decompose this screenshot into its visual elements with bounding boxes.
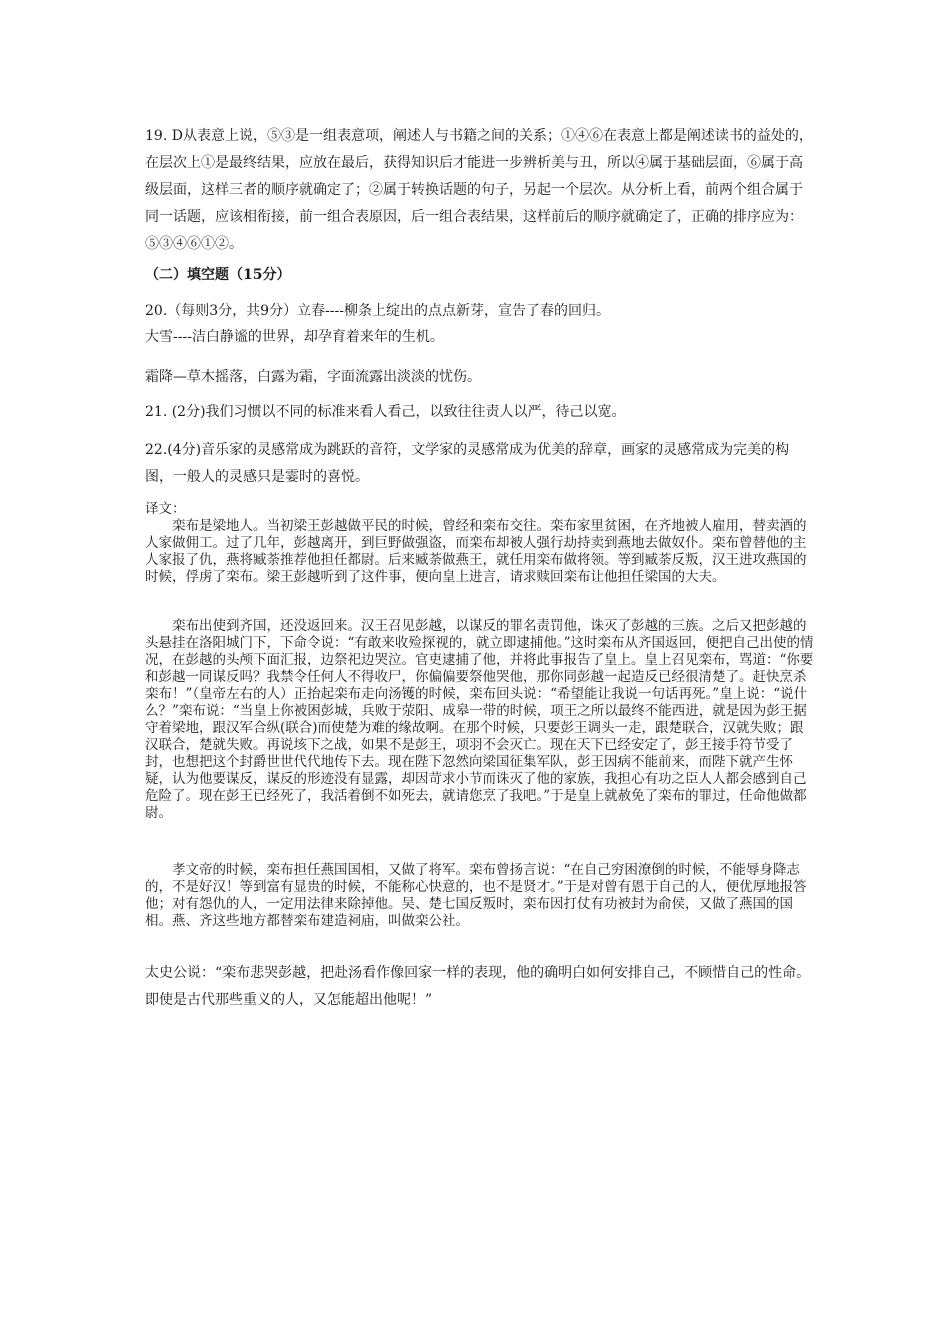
translation-paragraph-3: 孝文帝的时候，栾布担任燕国国相，又做了将军。栾布曾扬言说：“在自己穷困潦倒的时候，不能辱身降志的，不是好汉！等到富有显贵的时候，不能称心快意的，也不是贤才。”于是对曾有恩于自己的人，便优厚地报答他；对有怨仇的人，一定用法律来除掉他。吴、楚七国反叛时，栾布因打仗有功被封为俞侯，又做了燕国的国相。燕、齐这些地方都替栾布建造祠庙，叫做栾公社。 — [145, 862, 807, 929]
answer-20-line2: 大雪----洁白静谧的世界，却孕育着来年的生机。 — [145, 329, 444, 345]
answer-22: 22.(4分)音乐家的灵感常成为跳跃的音符，文学家的灵感常成为优美的辞章，画家的灵感常成为完美的构图，一般人的灵感只是霎时的喜悦。 — [145, 442, 790, 485]
answer-19: 19. D从表意上说，⑤③是一组表意项，阐述人与书籍之间的关系；①④⑥在表意上都是阐述读书的益处的，在层次上①是最终结果，应放在最后，获得知识后才能进一步辨析美与丑，所以④属于基础层面，⑥属于高级层面，这样三者的顺序就确定了；②属于转换话题的句子，另起一个层次。从分析上看，前两个组合属于同一话题，应该相衔接，前一组合表原因，后一组合表结果，这样前后的顺序就确定了，正确的排序应为：⑤③④⑥①②。 — [145, 128, 813, 252]
translation-paragraph-2: 栾布出使到齐国，还没返回来。汉王召见彭越，以谋反的罪名责罚他，诛灭了彭越的三族。之后又把彭越的头悬挂在洛阳城门下，下命令说：“有敢来收殓探视的，就立即逮捕他。”这时栾布从齐国返回，便把自己出使的情况，在彭越的头颅下面汇报，边祭祀边哭泣。官吏逮捕了他，并将此事报告了皇上。皇上召见栾布，骂道：“你要和彭越一同谋反吗？我禁令任何人不得收尸，你偏偏要祭他哭他，那你同彭越一起造反已经很清楚了。赶快烹杀栾布！”（皇帝左右的人）正抬起栾布走向汤镬的时候，栾布回头说：“希望能让我说一句话再死。”皇上说：“说什么？”栾布说：“当皇上你被困彭城，兵败于荥阳、成皋一带的时候，项王之所以最终不能西进，就是因为彭王据守着梁地，跟汉军合纵(联合)而使楚为难的缘故啊。在那个时候，只要彭王调头一走，跟楚联合，汉就失败；跟汉联合，楚就失败。再说垓下之战，如果不是彭王，项羽不会灭亡。现在天下已经安定了，彭王接手符节受了封，也想把这个封爵世世代代地传下去。现在陛下忽然向梁国征集军队，彭王因病不能前来，而陛下就产生怀疑，认为他要谋反，谋反的形迹没有显露，却因苛求小节而诛灭了他的家族，我担心有功之臣人人都会感到自己危险了。现在彭王已经死了，我活着倒不如死去，就请您烹了我吧。”于是皇上就赦免了栾布的罪过，任命他做都尉。 — [145, 618, 814, 821]
answer-20-line3: 霜降—草木摇落，白露为霜，字面流露出淡淡的忧伤。 — [145, 369, 481, 385]
translation-label: 译文： — [145, 501, 186, 517]
answer-20: 20.（每则3分，共9分）立春----柳条上绽出的点点新芽，宣告了春的回归。 — [145, 303, 610, 319]
translation-paragraph-1: 栾布是梁地人。当初梁王彭越做平民的时候，曾经和栾布交往。栾布家里贫困，在齐地被人雇用，替卖酒的人家做佣工。过了几年，彭越离开，到巨野做强盗，而栾布却被人强行劫持卖到燕地去做奴仆。栾布曾替他的主人家报了仇，燕将臧荼推荐他担任都尉。后来臧荼做燕王，就任用栾布做将领。等到臧荼反叛，汉王进攻燕国的时候，俘虏了栾布。梁王彭越听到了这件事，便向皇上进言，请求赎回栾布让他担任梁国的大夫。 — [145, 518, 807, 585]
translation-paragraph-4: 太史公说：“栾布悲哭彭越，把赴汤看作像回家一样的表现，他的确明白如何安排自己，不顾惜自己的性命。即使是古代那些重义的人，又怎能超出他呢！” — [145, 965, 811, 1008]
answer-21: 21. (2分)我们习惯以不同的标准来看人看己，以致往往责人以严，待己以宽。 — [145, 404, 626, 420]
section-heading-fill-in: （二）填空题（15分） — [145, 267, 291, 283]
